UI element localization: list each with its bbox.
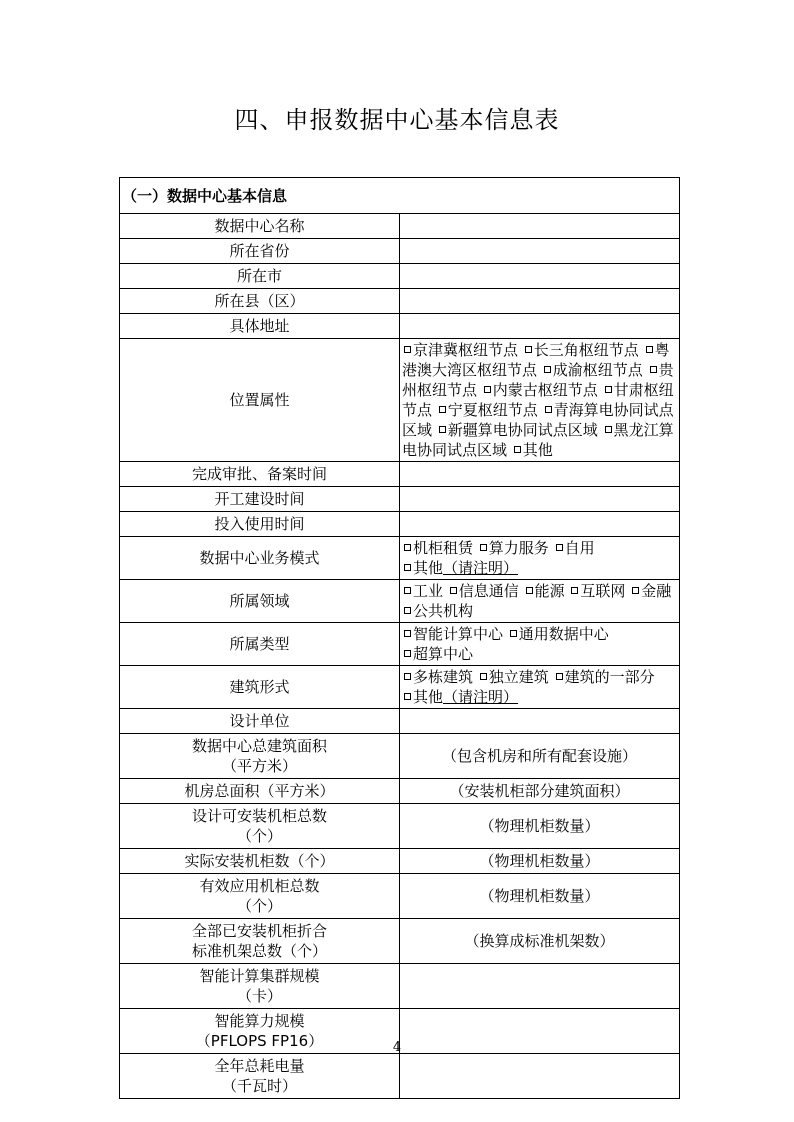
checkbox-icon[interactable]: [646, 346, 653, 353]
actual-racks-label: 实际安装机柜数（个）: [120, 849, 400, 874]
location-option: 其他: [522, 441, 553, 459]
business-mode-option: 自用: [564, 539, 595, 557]
effective-racks-label: [120, 874, 400, 919]
location-label: 位置属性: [120, 339, 400, 462]
label-line: 智能计算集群规模: [199, 967, 320, 985]
checkbox-icon[interactable]: [404, 673, 411, 680]
location-options: [400, 339, 680, 462]
checkbox-icon[interactable]: [556, 673, 563, 680]
county-field[interactable]: [400, 289, 680, 314]
table-row: [120, 487, 680, 512]
design-racks-label: [120, 804, 400, 849]
specify-note[interactable]: （请注明）: [443, 559, 519, 577]
label-line: （千瓦时）: [221, 1077, 297, 1095]
table-row: [120, 239, 680, 264]
field-hint: （物理机柜数量）: [479, 817, 600, 835]
domain-options: [400, 580, 680, 623]
name-field[interactable]: [400, 214, 680, 239]
field-hint: （物理机柜数量）: [479, 887, 600, 905]
section-row: [120, 178, 680, 214]
city-label: 所在市: [120, 264, 400, 289]
building-options: [400, 666, 680, 709]
field-hint: （安装机柜部分建筑面积）: [449, 782, 630, 800]
building-option-other: 其他: [413, 688, 444, 706]
use-time-label: 投入使用时间: [120, 512, 400, 537]
checkbox-icon[interactable]: [404, 544, 411, 551]
checkbox-icon[interactable]: [544, 366, 551, 373]
standard-racks-label: [120, 919, 400, 964]
type-option: 超算中心: [413, 645, 474, 663]
label-line: （个）: [236, 827, 282, 845]
info-table: [119, 177, 680, 1099]
table-row: [120, 537, 680, 580]
actual-racks-field[interactable]: [400, 849, 680, 874]
table-row: [120, 580, 680, 623]
page-number: 4: [392, 1040, 402, 1055]
approval-time-field[interactable]: [400, 462, 680, 487]
province-label: 所在省份: [120, 239, 400, 264]
building-label: 建筑形式: [120, 666, 400, 709]
table-row: [120, 462, 680, 487]
label-line: 标准机架总数（个）: [191, 942, 327, 960]
domain-option: 金融: [641, 582, 672, 600]
building-option: 建筑的一部分: [564, 668, 655, 686]
table-row: [120, 709, 680, 734]
checkbox-icon[interactable]: [510, 630, 517, 637]
design-racks-field[interactable]: [400, 804, 680, 849]
name-label: 数据中心名称: [120, 214, 400, 239]
label-line: 数据中心总建筑面积: [191, 737, 327, 755]
label-line: （平方米）: [221, 757, 297, 775]
table-row: [120, 264, 680, 289]
location-option: 新疆算电协同试点区域: [447, 421, 598, 439]
checkbox-icon[interactable]: [404, 564, 411, 571]
design-unit-field[interactable]: [400, 709, 680, 734]
domain-option: 工业: [413, 582, 444, 600]
table-row: [120, 214, 680, 239]
address-label: 具体地址: [120, 314, 400, 339]
checkbox-icon[interactable]: [571, 587, 578, 594]
location-option: 宁夏枢纽节点: [447, 401, 538, 419]
province-field[interactable]: [400, 239, 680, 264]
checkbox-icon[interactable]: [632, 587, 639, 594]
business-mode-option: 机柜租赁: [413, 539, 474, 557]
location-option: 粤港澳大湾区枢纽节点: [402, 341, 670, 379]
table-row: [120, 314, 680, 339]
domain-option: 公共机构: [413, 602, 474, 620]
checkbox-icon[interactable]: [404, 346, 411, 353]
type-options: [400, 623, 680, 666]
checkbox-icon[interactable]: [525, 346, 532, 353]
label-line: （卡）: [236, 987, 282, 1005]
table-row: [120, 804, 680, 849]
building-option: 独立建筑: [488, 668, 549, 686]
table-row: [120, 1054, 680, 1099]
location-option: 长三角枢纽节点: [533, 341, 639, 359]
field-hint: （换算成标准机架数）: [464, 932, 615, 950]
start-time-label: 开工建设时间: [120, 487, 400, 512]
checkbox-icon[interactable]: [605, 426, 612, 433]
label-line: （个）: [236, 897, 282, 915]
checkbox-icon[interactable]: [404, 607, 411, 614]
checkbox-icon[interactable]: [404, 693, 411, 700]
table-row: [120, 289, 680, 314]
type-label: 所属类型: [120, 623, 400, 666]
checkbox-icon[interactable]: [439, 406, 446, 413]
location-option: 贵州枢纽节点: [402, 361, 674, 399]
checkbox-icon[interactable]: [545, 406, 552, 413]
checkbox-icon[interactable]: [526, 587, 533, 594]
checkbox-icon[interactable]: [439, 426, 446, 433]
field-hint: （物理机柜数量）: [479, 852, 600, 870]
power-label: [120, 1054, 400, 1099]
domain-option: 信息通信: [458, 582, 519, 600]
room-area-label: 机房总面积（平方米）: [120, 779, 400, 804]
effective-racks-field[interactable]: [400, 874, 680, 919]
label-line: 有效应用机柜总数: [199, 877, 320, 895]
label-line: 智能算力规模: [214, 1012, 305, 1030]
table-row: [120, 512, 680, 537]
domain-label: 所属领域: [120, 580, 400, 623]
total-area-field[interactable]: [400, 734, 680, 779]
table-row: [120, 964, 680, 1009]
label-line: 全年总耗电量: [214, 1057, 305, 1075]
room-area-field[interactable]: [400, 779, 680, 804]
business-mode-option: 算力服务: [488, 539, 549, 557]
specify-note[interactable]: （请注明）: [443, 688, 519, 706]
design-unit-label: 设计单位: [120, 709, 400, 734]
building-option: 多栋建筑: [413, 668, 474, 686]
approval-time-label: 完成审批、备案时间: [120, 462, 400, 487]
total-area-label: [120, 734, 400, 779]
business-mode-label: 数据中心业务模式: [120, 537, 400, 580]
checkbox-icon[interactable]: [650, 366, 657, 373]
use-time-field[interactable]: [400, 512, 680, 537]
table-row: [120, 666, 680, 709]
checkbox-icon[interactable]: [480, 673, 487, 680]
address-field[interactable]: [400, 314, 680, 339]
checkbox-icon[interactable]: [404, 587, 411, 594]
table-row: [120, 919, 680, 964]
checkbox-icon[interactable]: [556, 544, 563, 551]
checkbox-icon[interactable]: [404, 650, 411, 657]
label-line: 全部已安装机柜折合: [191, 922, 327, 940]
table-row: [120, 849, 680, 874]
page-title: 四、申报数据中心基本信息表: [234, 106, 560, 134]
power-field[interactable]: [400, 1054, 680, 1099]
table-row: [120, 734, 680, 779]
table-row: [120, 779, 680, 804]
field-hint: （包含机房和所有配套设施）: [441, 747, 637, 765]
location-option: 内蒙古枢纽节点: [492, 381, 598, 399]
section-header: （一）数据中心基本信息: [120, 178, 680, 214]
domain-option: 互联网: [580, 582, 626, 600]
type-option: 智能计算中心: [413, 625, 504, 643]
checkbox-icon[interactable]: [480, 544, 487, 551]
label-line: （PFLOPS FP16）: [195, 1032, 324, 1050]
location-option: 甘肃枢纽节点: [402, 381, 674, 419]
standard-racks-field[interactable]: [400, 919, 680, 964]
table-row: [120, 623, 680, 666]
checkbox-icon[interactable]: [404, 630, 411, 637]
checkbox-icon[interactable]: [514, 446, 521, 453]
county-label: 所在县（区）: [120, 289, 400, 314]
type-option: 通用数据中心: [518, 625, 609, 643]
checkbox-icon[interactable]: [450, 587, 457, 594]
label-line: 设计可安装机柜总数: [191, 807, 327, 825]
table-row: [120, 874, 680, 919]
cluster-scale-label: [120, 964, 400, 1009]
table-row: [120, 339, 680, 462]
business-mode-option-other: 其他: [413, 559, 444, 577]
location-option: 黑龙江算电协同试点区域: [402, 421, 674, 459]
location-option: 青海算电协同试点区域: [402, 401, 674, 439]
location-option: 京津冀枢纽节点: [413, 341, 519, 359]
domain-option: 能源: [534, 582, 565, 600]
business-mode-options: [400, 537, 680, 580]
city-field[interactable]: [400, 264, 680, 289]
location-option: 成渝枢纽节点: [552, 361, 643, 379]
checkbox-icon[interactable]: [605, 386, 612, 393]
cluster-scale-field[interactable]: [400, 964, 680, 1009]
start-time-field[interactable]: [400, 487, 680, 512]
checkbox-icon[interactable]: [484, 386, 491, 393]
